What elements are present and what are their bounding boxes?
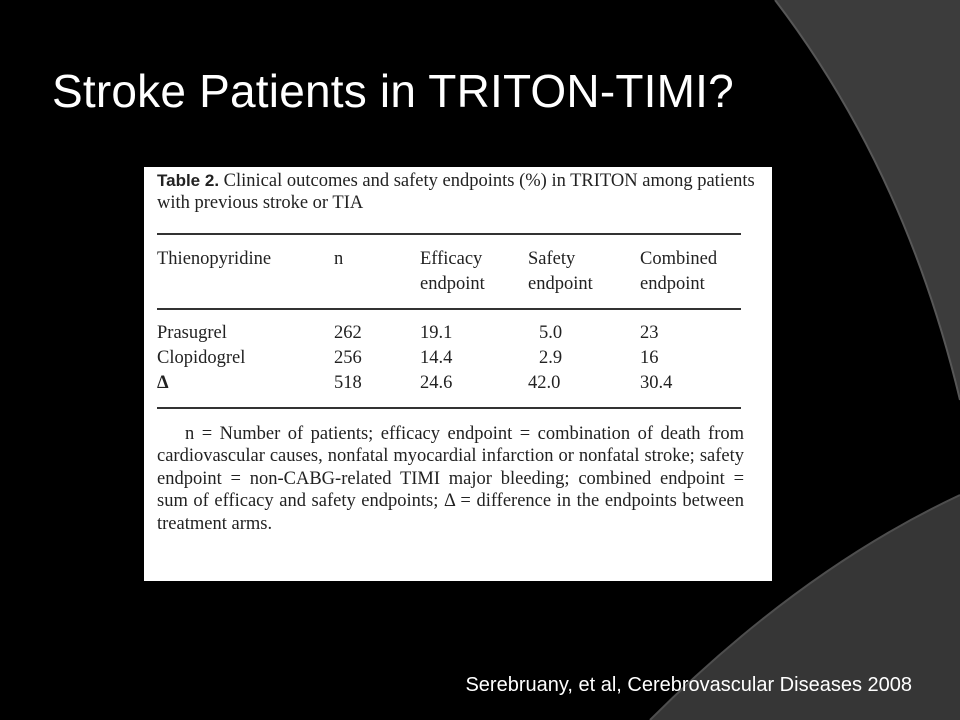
table-rule-bottom bbox=[157, 407, 741, 409]
row-prasugrel-efficacy: 19.1 bbox=[420, 323, 453, 343]
header-safety-line1: Safety bbox=[528, 249, 576, 269]
table-caption-label: Table 2. bbox=[157, 171, 220, 190]
header-combined-line1: Combined bbox=[640, 249, 718, 269]
row-clopidogrel-n: 256 bbox=[334, 348, 362, 368]
table-caption-text: Clinical outcomes and safety endpoints (%) in TRITON among patients with previous stroke or TIA bbox=[157, 171, 755, 213]
row-prasugrel-n: 262 bbox=[334, 323, 362, 343]
table-rule-top bbox=[157, 233, 741, 235]
row-clopidogrel-combined: 16 bbox=[640, 348, 659, 368]
row-delta-n: 518 bbox=[334, 373, 362, 393]
table-rule-middle bbox=[157, 308, 741, 310]
row-prasugrel-combined: 23 bbox=[640, 323, 659, 343]
row-clopidogrel-efficacy: 14.4 bbox=[420, 348, 453, 368]
header-n: n bbox=[334, 249, 344, 269]
corner-swoosh-top bbox=[775, 0, 960, 400]
slide-title: Stroke Patients in TRITON-TIMI? bbox=[52, 65, 734, 117]
row-delta-label: Δ bbox=[157, 373, 169, 393]
table-footnote: n = Number of patients; efficacy endpoint = combination of death from cardiovascular causes, nonfatal myocardial infarction or nonfatal stroke; safety endpoint = non-CABG-related TIMI major bleeding; combined endpoint = sum of efficacy and safety endpoints; Δ = difference in the endpoints between treatment arms. bbox=[157, 424, 744, 534]
row-clopidogrel-drug: Clopidogrel bbox=[157, 348, 246, 368]
header-efficacy-line2: endpoint bbox=[420, 274, 485, 294]
header-efficacy-line1: Efficacy bbox=[420, 249, 483, 269]
row-delta-combined: 30.4 bbox=[640, 373, 673, 393]
table-caption bbox=[157, 170, 757, 214]
header-combined-line2: endpoint bbox=[640, 274, 705, 294]
row-delta-safety: 42.0 bbox=[528, 373, 561, 393]
header-thienopyridine: Thienopyridine bbox=[157, 249, 272, 269]
header-safety-line2: endpoint bbox=[528, 274, 593, 294]
citation: Serebruany, et al, Cerebrovascular Diseases 2008 bbox=[465, 674, 912, 696]
row-delta-efficacy: 24.6 bbox=[420, 373, 453, 393]
table-image bbox=[144, 167, 772, 581]
row-prasugrel-safety: 5.0 bbox=[539, 323, 563, 343]
row-prasugrel-drug: Prasugrel bbox=[157, 323, 227, 343]
row-clopidogrel-safety: 2.9 bbox=[539, 348, 563, 368]
